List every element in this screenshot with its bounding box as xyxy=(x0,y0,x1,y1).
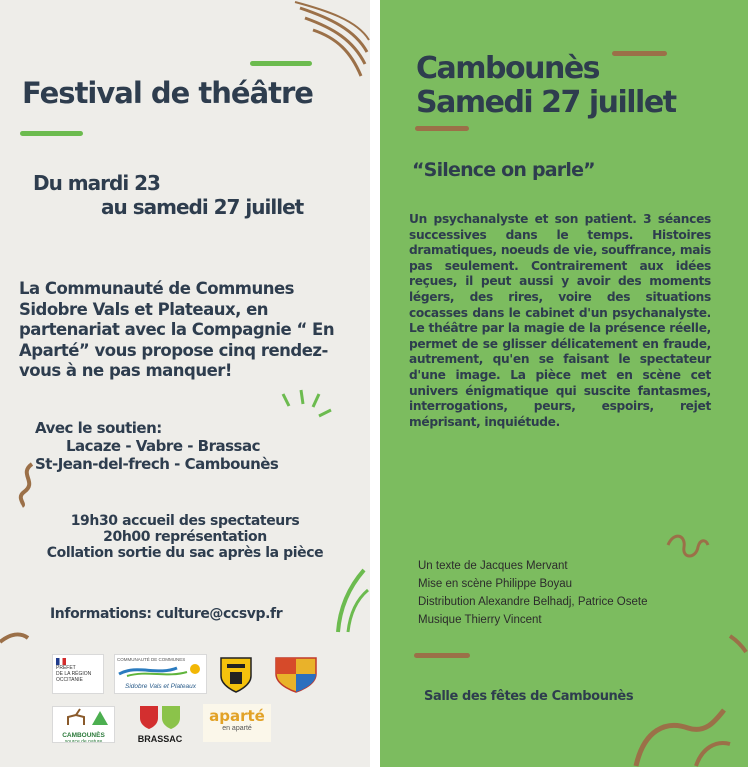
brassac-coat-of-arms-icon xyxy=(138,704,182,730)
logo-text: OCCITANIE xyxy=(56,677,83,683)
credits-block xyxy=(418,557,647,629)
dates-line-2: au samedi 27 juillet xyxy=(101,195,304,219)
logo-text: PRÉFET xyxy=(56,665,76,671)
support-line-2: St-Jean-del-frech - Cambounès xyxy=(35,455,279,473)
brassac-logo xyxy=(130,704,190,744)
brush-stroke-decoration xyxy=(285,0,370,80)
logo-text: CAMBOUNÈS xyxy=(62,732,105,739)
lacaze-coat-of-arms-icon xyxy=(219,656,253,694)
event-title xyxy=(416,52,676,120)
accent-bar xyxy=(415,126,469,131)
wave-icon xyxy=(117,662,205,678)
play-title: “Silence on parle” xyxy=(412,159,595,181)
credit-line: Mise en scène Philippe Boyau xyxy=(418,578,573,590)
leaf-decoration xyxy=(330,566,370,636)
brush-stroke-decoration xyxy=(0,624,30,648)
event-title-line: Samedi 27 juillet xyxy=(416,85,676,120)
credit-line: Distribution Alexandre Belhadj, Patrice Osete xyxy=(418,596,648,608)
accent-bar xyxy=(20,131,83,136)
festival-title: Festival de théâtre xyxy=(22,76,313,110)
support-line-1: Lacaze - Vabre - Brassac xyxy=(66,437,260,455)
brush-stroke-decoration xyxy=(726,632,748,654)
schedule-line: 20h00 représentation xyxy=(103,529,267,545)
ccsvp-logo xyxy=(114,654,207,694)
credit-line: Musique Thierry Vincent xyxy=(418,614,542,626)
flag-icon xyxy=(56,658,66,665)
logo-text: BRASSAC xyxy=(137,734,183,744)
info-email[interactable]: Informations: culture@ccsvp.fr xyxy=(50,606,283,622)
logo-text: Sidobre Vals et Plateaux xyxy=(125,683,196,690)
accent-bar xyxy=(250,61,312,66)
sparkle-decoration xyxy=(275,388,335,422)
squiggle-decoration xyxy=(12,460,42,508)
credit-line: Un texte de Jacques Mervant xyxy=(418,560,568,572)
dates-line-1: Du mardi 23 xyxy=(33,171,160,195)
region-occitanie-logo xyxy=(52,654,104,694)
support-title: Avec le soutien: xyxy=(35,419,162,437)
event-title-line: Cambounès xyxy=(416,51,600,86)
logo-text: aparté xyxy=(209,707,265,725)
left-flyer-panel xyxy=(0,0,370,767)
logo-text: source de nature xyxy=(64,739,103,743)
synopsis-text: Un psychanalyste et son patient. 3 séances successives dans le temps. Histoires dramatiques, noeuds de vie, souffrance, mais pas seulement. Contrairement aux idées reçues, il peut aussi y avoir des moments légers, des rires, voire des situations cocasses dans le cabinet d'un psychanalyste. Le théâtre par la magie de la présence réelle, permet de se glisser délicatement en fraude, autrement, qu'en se faisant le spectateur d'une image. La pièce met en scène cet univers énigmatique qui suscite fantasmes, interrogations, peurs, espoirs, rejet méprisant, inquiétude. xyxy=(409,212,711,429)
right-flyer-panel xyxy=(380,0,748,767)
logo-text: en aparté xyxy=(222,725,252,732)
venue-text: Salle des fêtes de Cambounès xyxy=(424,689,634,704)
schedule-line: Collation sortie du sac après la pièce xyxy=(46,545,324,561)
deer-icon xyxy=(54,707,114,727)
intro-text: La Communauté de Communes Sidobre Vals et Plateaux, en partenariat avec la Compagnie “ En Aparté” vous propose cinq rendez-vous à ne pas manquer! xyxy=(19,279,335,380)
cambounes-logo xyxy=(52,706,115,743)
logo-text: DE LA RÉGION xyxy=(56,671,92,677)
brush-stroke-decoration xyxy=(626,700,748,767)
logo-text: COMMUNAUTÉ DE COMMUNES xyxy=(117,657,186,662)
squiggle-decoration xyxy=(662,525,712,575)
schedule-block xyxy=(0,513,370,561)
vabre-coat-of-arms-icon xyxy=(270,656,322,694)
schedule-line: 19h30 accueil des spectateurs xyxy=(70,513,300,529)
accent-bar xyxy=(414,653,470,658)
en-aparte-logo xyxy=(203,704,271,742)
